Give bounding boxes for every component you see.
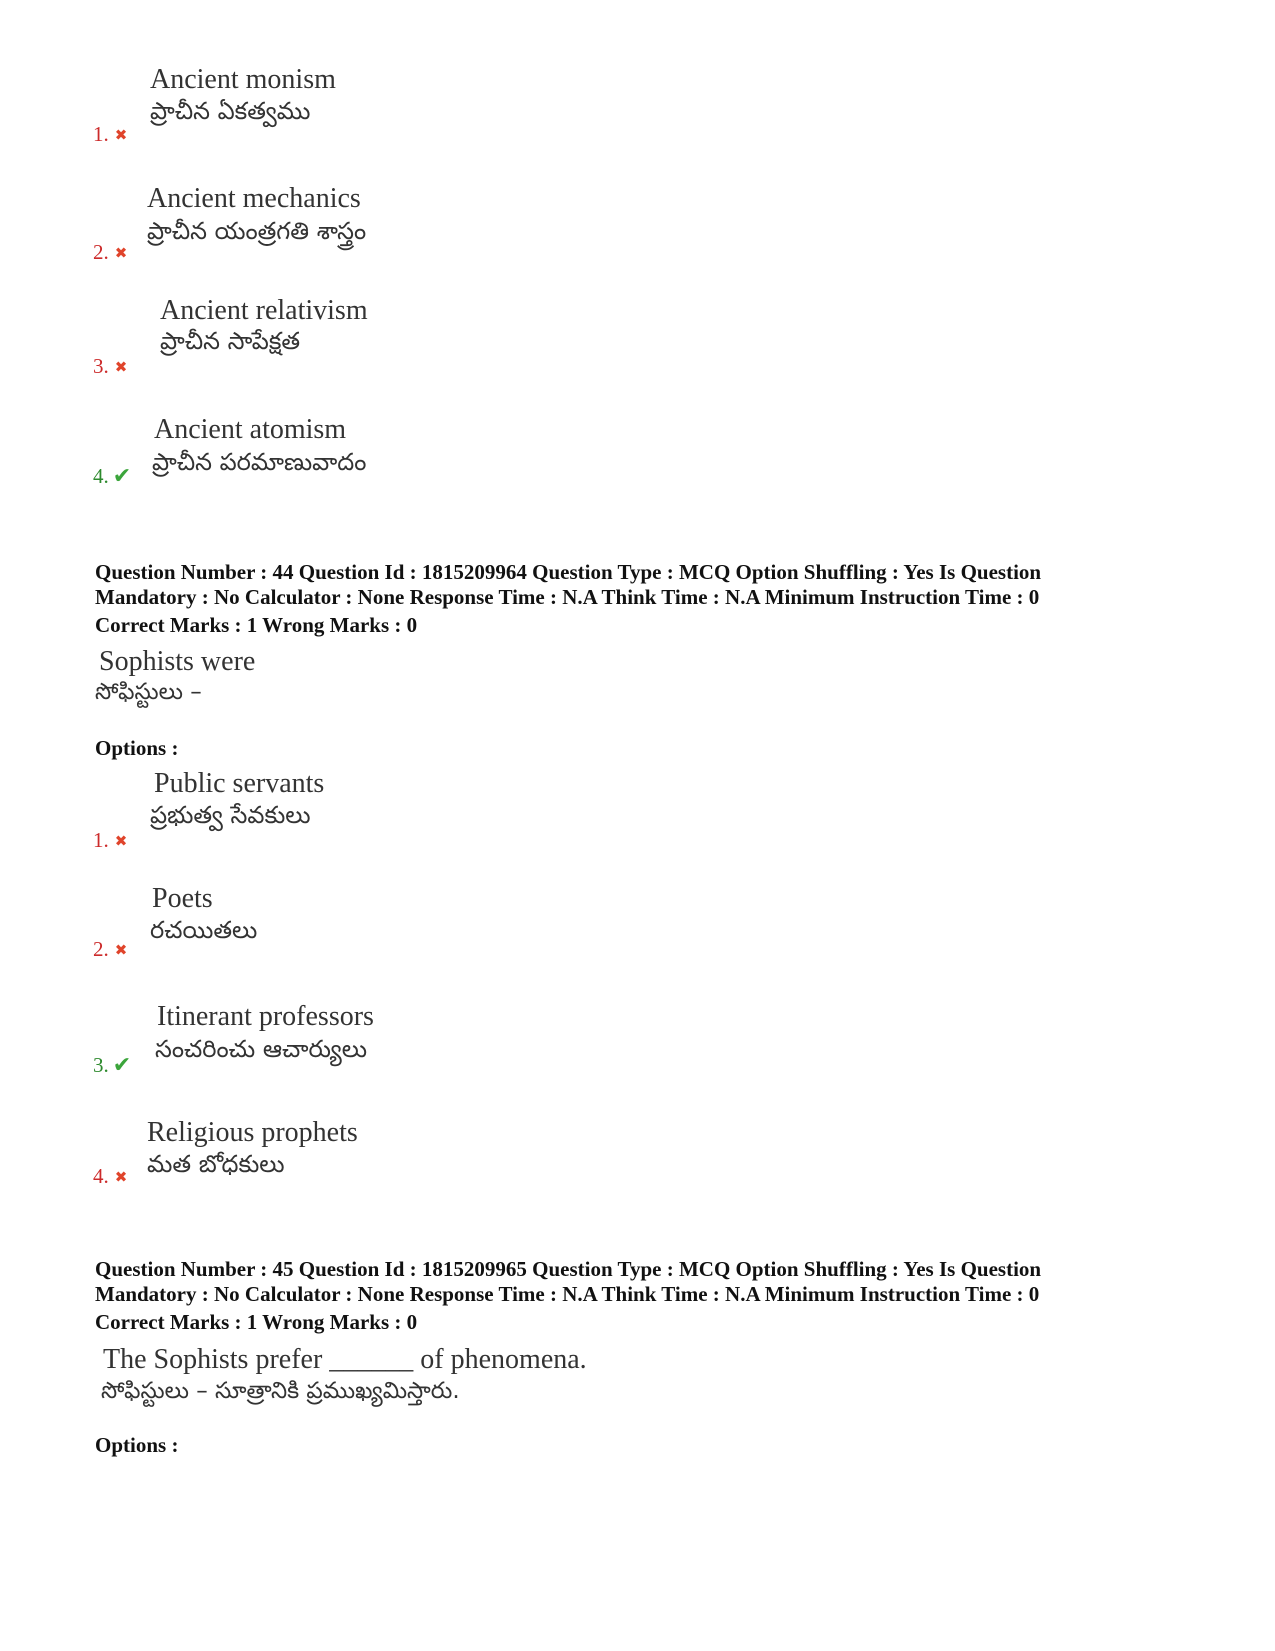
option-text-en: Religious prophets xyxy=(147,1117,358,1148)
option-number: 3. ✔ xyxy=(93,1053,132,1078)
option-text-en: Itinerant professors xyxy=(157,1001,374,1032)
option-text-te: రచయితలు xyxy=(150,916,258,944)
option-number: 1. ✖ xyxy=(93,828,128,852)
option-number: 3. ✖ xyxy=(93,354,128,378)
meta-line: Question Number : 44 Question Id : 1815209964 Question Type : MCQ Option Shuffling : Yes Is Question xyxy=(95,560,1042,584)
option-text-en: Ancient monism xyxy=(150,64,336,95)
option-text-en: Public servants xyxy=(154,768,325,799)
cross-mark-icon: ✖ xyxy=(114,244,128,262)
meta-line: Mandatory : No Calculator : None Response Time : N.A Think Time : N.A Minimum Instruction Time : 0 xyxy=(95,585,1040,609)
meta-line: Mandatory : No Calculator : None Response Time : N.A Think Time : N.A Minimum Instruction Time : 0 xyxy=(95,1282,1040,1306)
question-marks: Correct Marks : 1 Wrong Marks : 0 xyxy=(95,613,418,637)
cross-mark-icon: ✖ xyxy=(114,941,128,959)
option-number: 1. ✖ xyxy=(93,122,128,146)
option-number: 2. ✖ xyxy=(93,937,128,961)
option-text-te: మత బోధకులు xyxy=(147,1150,285,1178)
option-number: 4. ✖ xyxy=(93,1164,128,1188)
question-stem-te: సోఫిస్టులు – xyxy=(95,679,202,705)
option-text-en: Ancient mechanics xyxy=(147,183,361,214)
options-label: Options : xyxy=(95,1433,179,1457)
option-text-te: ప్రాచీన యంత్రగతి శాస్త్రం xyxy=(147,217,367,245)
option-text-en: Ancient atomism xyxy=(154,414,347,445)
option-text-te: సంచరించు ఆచార్యులు xyxy=(155,1035,368,1063)
check-mark-icon: ✔ xyxy=(112,1053,132,1078)
question-stem-en: The Sophists prefer ______ of phenomena. xyxy=(103,1344,587,1375)
option-text-te: ప్రాచీన ఏకత్వము xyxy=(150,97,311,125)
check-mark-icon: ✔ xyxy=(112,464,132,489)
option-text-te: ప్రభుత్వ సేవకులు xyxy=(150,801,311,829)
question-meta xyxy=(95,560,1195,610)
cross-mark-icon: ✖ xyxy=(114,126,128,144)
option-text-en: Ancient relativism xyxy=(160,295,368,326)
option-text-en: Poets xyxy=(152,883,213,914)
meta-line: Question Number : 45 Question Id : 1815209965 Question Type : MCQ Option Shuffling : Yes Is Question xyxy=(95,1257,1042,1281)
cross-mark-icon: ✖ xyxy=(114,832,128,850)
cross-mark-icon: ✖ xyxy=(114,358,128,376)
question-meta xyxy=(95,1257,1195,1307)
question-stem-en: Sophists were xyxy=(99,646,256,677)
option-text-te: ప్రాచీన సాపేక్షత xyxy=(160,327,301,355)
options-label: Options : xyxy=(95,736,179,760)
option-number: 4. ✔ xyxy=(93,464,132,489)
cross-mark-icon: ✖ xyxy=(114,1168,128,1186)
question-stem-te: సోఫిస్టులు – సూత్రానికి ప్రముఖ్యమిస్తారు. xyxy=(101,1378,460,1404)
option-text-te: ప్రాచీన పరమాణువాదం xyxy=(152,448,367,476)
option-number: 2. ✖ xyxy=(93,240,128,264)
question-marks: Correct Marks : 1 Wrong Marks : 0 xyxy=(95,1310,418,1334)
